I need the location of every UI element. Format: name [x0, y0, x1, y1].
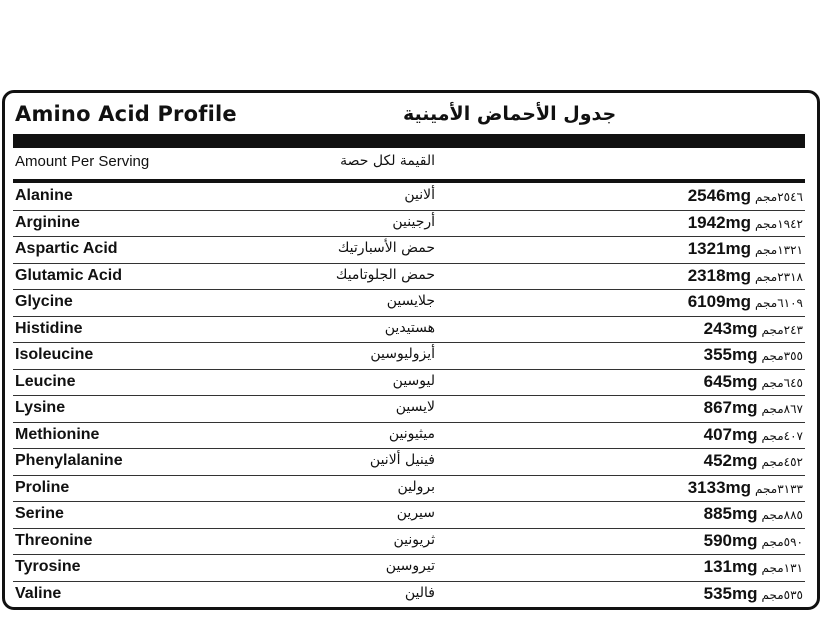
amino-acid-name-english: Leucine: [15, 372, 76, 390]
amount-arabic: ٢٤٣مجم: [761, 322, 803, 337]
amount-english: 6109mg: [687, 292, 752, 311]
table-row: [13, 396, 805, 423]
amount-cell: [704, 504, 803, 526]
amount-arabic: ٤٥٢مجم: [761, 455, 803, 469]
amino-acid-name-arabic: هستيدين: [384, 319, 435, 336]
amino-acid-name-english: Lysine: [15, 399, 66, 416]
amino-acid-name-english: Arginine: [15, 213, 80, 231]
amount-arabic: ٨٨٥مجم: [761, 508, 803, 522]
amount-arabic: ١٣١مجم: [761, 561, 803, 575]
serving-row: [15, 151, 803, 177]
table-row: [13, 184, 805, 211]
amount-cell: [704, 557, 803, 579]
table-row: [13, 476, 805, 503]
amino-acid-name-arabic: ميثيونين: [388, 425, 435, 442]
amount-cell: [704, 451, 803, 473]
amount-arabic: ١٩٤٢مجم: [755, 216, 803, 231]
amount-cell: [704, 345, 803, 367]
amino-acid-name-arabic: تيروسين: [385, 558, 435, 574]
amount-cell: [704, 425, 803, 447]
table-row: [13, 449, 805, 476]
amount-english: 243mg: [703, 318, 758, 338]
amino-acid-name-english: Isoleucine: [15, 346, 94, 363]
amount-cell: [704, 584, 803, 606]
amount-arabic: ٦١٠٩مجم: [755, 296, 803, 310]
amount-arabic: ٤٠٧مجم: [761, 428, 803, 443]
amino-acid-name-arabic: لايسين: [395, 399, 435, 415]
amount-arabic: ٥٣٥مجم: [761, 587, 803, 602]
amino-acid-name-arabic: أيزوليوسين: [370, 346, 435, 362]
serving-label-arabic: القيمة لكل حصة: [340, 153, 435, 169]
title-arabic: جدول الأحماض الأمينية: [403, 103, 617, 125]
amount-cell: [704, 372, 803, 394]
table-row: [13, 317, 805, 344]
amino-acid-name-english: Valine: [15, 584, 62, 602]
amount-cell: [704, 319, 803, 341]
table-row: [13, 370, 805, 397]
amount-english: 535mg: [703, 583, 758, 603]
amount-arabic: ٣١٣٣مجم: [755, 481, 803, 496]
amino-acid-name-english: Threonine: [15, 531, 93, 549]
panel-header: [15, 99, 803, 133]
amino-acid-name-arabic: ليوسين: [392, 372, 435, 389]
amount-arabic: ٦٤٥مجم: [761, 375, 803, 390]
amount-english: 355mg: [703, 345, 758, 364]
amount-english: 885mg: [703, 504, 758, 523]
table-row: [13, 237, 805, 264]
amino-acid-name-english: Alanine: [15, 187, 73, 204]
amino-acid-name-english: Phenylalanine: [15, 452, 123, 469]
amino-acid-name-english: Proline: [15, 478, 70, 496]
amount-cell: [688, 213, 803, 235]
amino-acid-name-arabic: فالين: [404, 584, 435, 601]
amino-acid-table: [13, 184, 805, 607]
amount-english: 452mg: [703, 451, 758, 470]
table-row: [13, 343, 805, 370]
amount-cell: [704, 531, 803, 553]
table-row: [13, 502, 805, 529]
amino-acid-name-arabic: جلايسين: [386, 293, 435, 309]
amount-cell: [688, 186, 803, 208]
amount-english: 3133mg: [687, 477, 752, 497]
amino-acid-name-english: Glutamic Acid: [15, 266, 122, 284]
amount-cell: [688, 292, 803, 314]
amount-english: 2546mg: [687, 186, 752, 205]
amount-english: 1942mg: [687, 212, 752, 232]
amount-arabic: ١٣٢١مجم: [755, 243, 803, 257]
amount-english: 590mg: [703, 530, 758, 550]
amino-acid-name-english: Serine: [15, 505, 64, 522]
header-divider: [13, 134, 805, 148]
amino-acid-name-arabic: حمض الأسبارتيك: [337, 240, 435, 256]
serving-divider: [13, 179, 805, 183]
amount-cell: [688, 478, 803, 500]
amino-acid-name-arabic: حمض الجلوتاميك: [335, 266, 435, 283]
table-row: [13, 555, 805, 582]
amino-acid-name-english: Aspartic Acid: [15, 240, 118, 257]
amount-arabic: ٢٥٤٦مجم: [755, 190, 803, 204]
amount-arabic: ٢٣١٨مجم: [755, 269, 803, 284]
amino-acid-name-english: Histidine: [15, 319, 83, 337]
amount-english: 1321mg: [687, 239, 752, 258]
title-english: Amino Acid Profile: [15, 102, 237, 126]
amount-english: 867mg: [703, 398, 758, 417]
amount-cell: [688, 266, 803, 288]
amount-cell: [688, 239, 803, 261]
table-row: [13, 264, 805, 291]
amino-acid-name-arabic: برولين: [397, 478, 435, 495]
amino-acid-name-arabic: سيرين: [396, 505, 435, 521]
amount-arabic: ٣٥٥مجم: [761, 349, 803, 363]
amino-acid-name-arabic: فينيل ألانين: [369, 452, 435, 468]
table-row: [13, 211, 805, 238]
amount-cell: [704, 398, 803, 420]
amount-english: 407mg: [703, 424, 758, 444]
amino-acid-name-arabic: ألانين: [404, 187, 435, 203]
amount-english: 2318mg: [687, 265, 752, 285]
amino-acid-name-english: Tyrosine: [15, 558, 81, 575]
amino-acid-name-english: Methionine: [15, 425, 100, 443]
table-row: [13, 582, 805, 608]
table-row: [13, 290, 805, 317]
amino-acid-name-arabic: أرجينين: [392, 213, 435, 230]
amount-english: 131mg: [703, 557, 758, 576]
amino-acid-name-arabic: ثريونين: [393, 531, 435, 548]
table-row: [13, 423, 805, 450]
amount-english: 645mg: [703, 371, 758, 391]
amount-arabic: ٨٦٧مجم: [761, 402, 803, 416]
amount-arabic: ٥٩٠مجم: [761, 534, 803, 549]
serving-label-english: Amount Per Serving: [15, 153, 150, 170]
amino-acid-name-english: Glycine: [15, 293, 73, 310]
table-row: [13, 529, 805, 556]
amino-acid-panel: [2, 90, 820, 610]
